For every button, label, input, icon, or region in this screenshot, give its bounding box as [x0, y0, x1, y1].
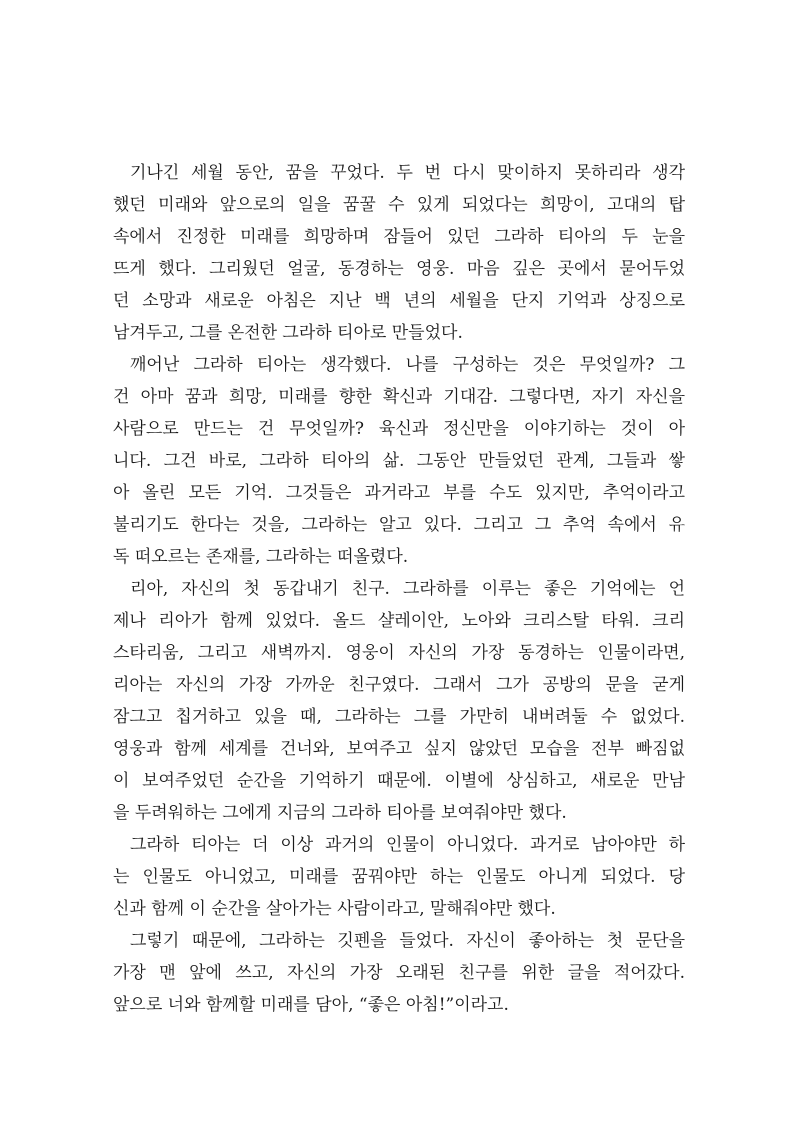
- text-line: 그렇기 때문에, 그라하는 깃펜을 들었다. 자신이 좋아하는 첫 문단을: [130, 931, 685, 951]
- text-line: 제나 리아가 함께 있었다. 올드 샬레이안, 노아와 크리스탈 타워. 크리: [113, 611, 685, 631]
- paragraph-3: [113, 573, 685, 829]
- text-line: 건 아마 꿈과 희망, 미래를 향한 확신과 기대감. 그렇다면, 자기 자신을: [113, 387, 685, 407]
- text-line: 을 두려워하는 그에게 지금의 그라하 티아를 보여줘야만 했다.: [113, 803, 567, 823]
- text-line: 뜨게 했다. 그리웠던 얼굴, 동경하는 영웅. 마음 깊은 곳에서 묻어두었: [113, 259, 685, 279]
- text-line: 했던 미래와 앞으로의 일을 꿈꿀 수 있게 되었다는 희망이, 고대의 탑: [113, 195, 685, 215]
- text-line: 는 인물도 아니었고, 미래를 꿈꿔야만 하는 인물도 아니게 되었다. 당: [113, 867, 685, 887]
- text-line: 속에서 진정한 미래를 희망하며 잠들어 있던 그라하 티아의 두 눈을: [113, 227, 685, 247]
- text-line: 가장 맨 앞에 쓰고, 자신의 가장 오래된 친구를 위한 글을 적어갔다.: [113, 963, 685, 983]
- text-line: 남겨두고, 그를 온전한 그라하 티아로 만들었다.: [113, 323, 463, 343]
- text-line: 신과 함께 이 순간을 살아가는 사람이라고, 말해줘야만 했다.: [113, 899, 556, 919]
- body-text: [113, 157, 685, 1021]
- text-line: 불리기도 한다는 것을, 그라하는 알고 있다. 그리고 그 추억 속에서 유: [113, 515, 685, 535]
- text-line: 그라하 티아는 더 이상 과거의 인물이 아니었다. 과거로 남아야만 하: [130, 835, 685, 855]
- text-line: 이 보여주었던 순간을 기억하기 때문에. 이별에 상심하고, 새로운 만남: [113, 771, 685, 791]
- text-line: 아 올린 모든 기억. 그것들은 과거라고 부를 수도 있지만, 추억이라고: [113, 483, 685, 503]
- text-line: 잠그고 칩거하고 있을 때, 그라하는 그를 가만히 내버려둘 수 없었다.: [113, 707, 685, 727]
- text-line: 앞으로 너와 함께할 미래를 담아, “좋은 아침!”이라고.: [113, 995, 509, 1015]
- text-line: 사람으로 만드는 건 무엇일까? 육신과 정신만을 이야기하는 것이 아: [113, 419, 685, 439]
- text-line: 리아, 자신의 첫 동갑내기 친구. 그라하를 이루는 좋은 기억에는 언: [130, 579, 685, 599]
- paragraph-4: [113, 829, 685, 925]
- text-line: 영웅과 함께 세계를 건너와, 보여주고 싶지 않았던 모습을 전부 빠짐없: [113, 739, 685, 759]
- paragraph-1: [113, 157, 685, 349]
- text-line: 스타리움, 그리고 새벽까지. 영웅이 자신의 가장 동경하는 인물이라면,: [113, 643, 685, 663]
- paragraph-2: [113, 349, 685, 573]
- text-line: 던 소망과 새로운 아침은 지난 백 년의 세월을 단지 기억과 상징으로: [113, 291, 685, 311]
- paragraph-5: [113, 925, 685, 1021]
- text-line: 니다. 그건 바로, 그라하 티아의 삶. 그동안 만들었던 관계, 그들과 쌓: [113, 451, 685, 471]
- text-line: 깨어난 그라하 티아는 생각했다. 나를 구성하는 것은 무엇일까? 그: [130, 355, 685, 375]
- text-line: 독 떠오르는 존재를, 그라하는 떠올렸다.: [113, 547, 409, 567]
- text-line: 기나긴 세월 동안, 꿈을 꾸었다. 두 번 다시 맞이하지 못하리라 생각: [130, 163, 685, 183]
- text-line: 리아는 자신의 가장 가까운 친구였다. 그래서 그가 공방의 문을 굳게: [113, 675, 685, 695]
